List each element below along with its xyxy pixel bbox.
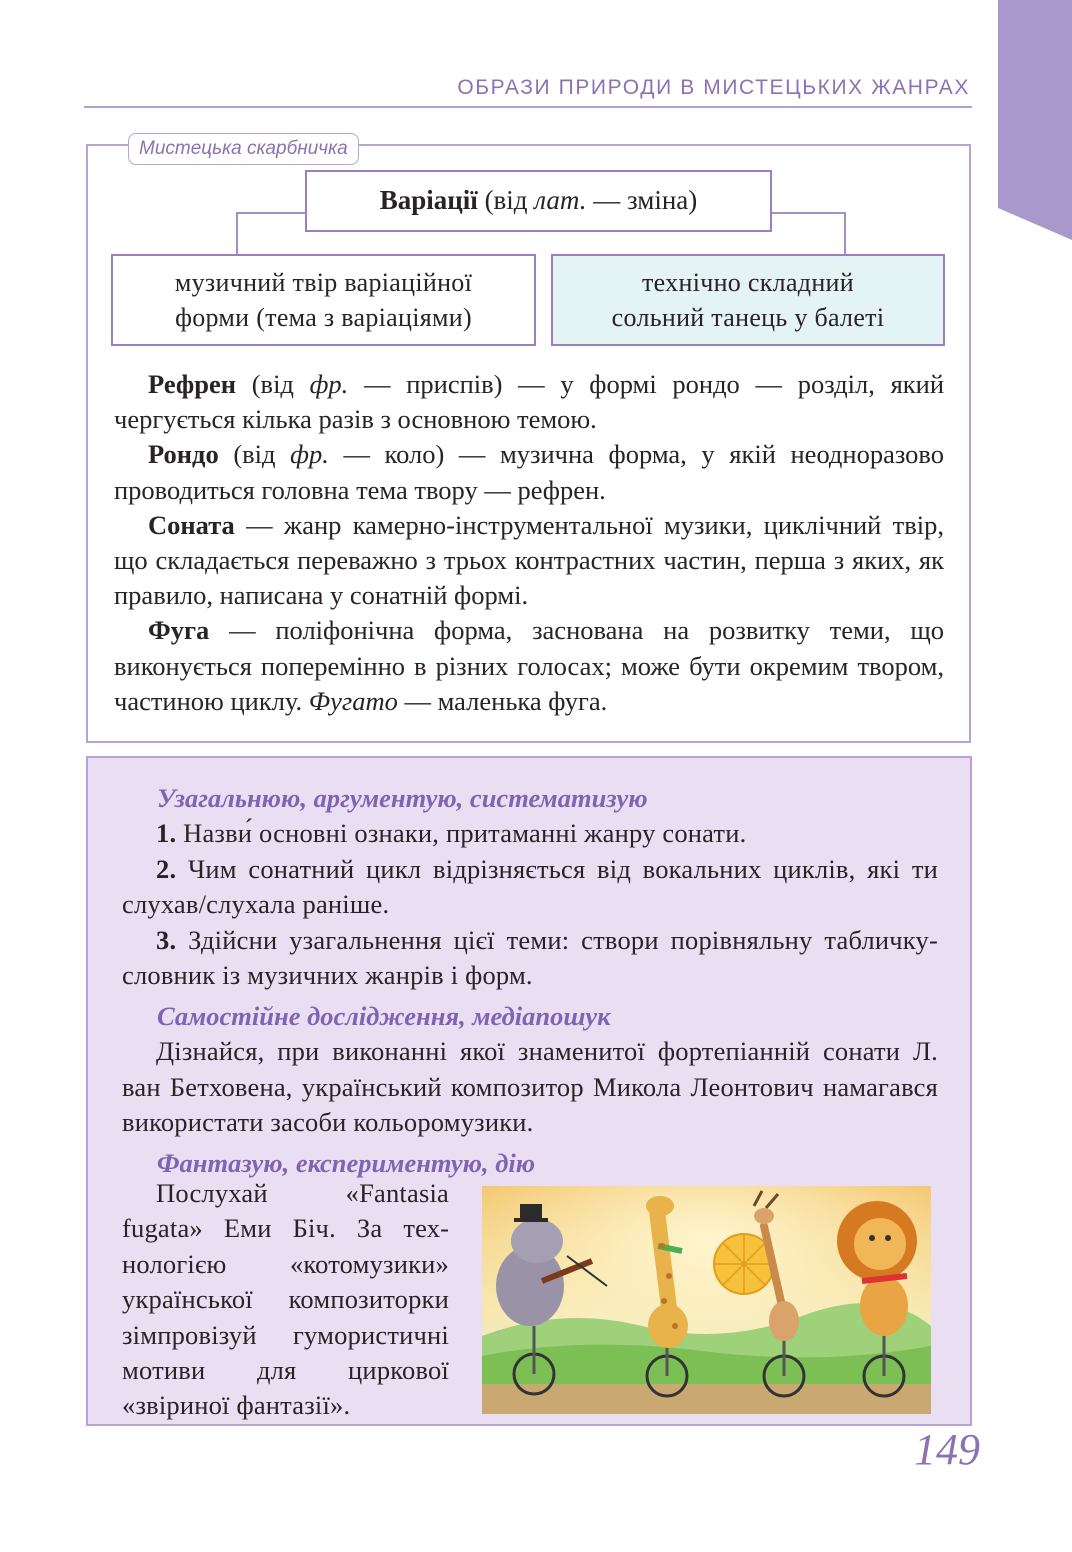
task-number: 3.: [156, 924, 177, 955]
task-number: 1.: [156, 818, 177, 848]
text: — жанр камерно-інструментальної музики, циклічний твір, що складається переважно з трьох контрастних частин, перша з яких, як правило, написана у сонатній формі.: [114, 509, 944, 611]
term: Рефрен: [148, 369, 237, 399]
variations-lang: лат.: [534, 185, 587, 215]
glossary: [114, 367, 944, 719]
term: Фуга: [148, 615, 210, 646]
text: (від: [236, 369, 310, 399]
page-number: 149: [914, 1425, 980, 1474]
research-text: Дізнайся, при виконанні якої знаменитої фортепіанній сонати Л. ван Бетховена, український композитор Микола Леонтович намагався використати засоби кольоромузики.: [122, 1035, 938, 1138]
lang: фр.: [309, 369, 349, 399]
text: — приспів) — у формі рондо — розділ, який чергується кілька разів з основною темою.: [114, 369, 944, 435]
variations-gloss: — зміна): [586, 185, 698, 215]
treasury-tag: Мистецька скарбничка: [128, 133, 359, 165]
task-text: Чим сонатний цикл відрізняється від вокальних циклів, які ти слухав/слухала раніше.: [122, 853, 938, 920]
running-header: [84, 74, 972, 108]
task-item: [122, 923, 938, 994]
glossary-entry-fugue: [114, 613, 944, 719]
variations-box: [305, 170, 772, 232]
definition-music-form: [111, 254, 536, 346]
fantasy-text: [122, 1176, 449, 1424]
text: (від: [218, 439, 291, 470]
task-text: Назви́ основні ознаки, притаманні жанру сонати.: [183, 818, 747, 848]
lang: фр.: [290, 439, 329, 470]
glossary-entry-rondo: [114, 437, 944, 507]
task-number: 2.: [156, 853, 177, 884]
task-text: Здійсни узагальнення цієї теми: створи порівняльну табличку-словник із музичних жанрів і форм.: [122, 924, 938, 991]
definition-line: сольний танець у балеті: [611, 303, 885, 332]
definition-ballet-dance: [551, 254, 945, 346]
definition-line: форми (тема з варіаціями): [175, 303, 472, 332]
tasks-content: [122, 780, 938, 1181]
section-heading: Узагальнюю, аргументую, систематизую: [157, 783, 648, 813]
task-item: [122, 852, 938, 923]
variations-open: (від: [477, 185, 535, 215]
task-item: [122, 816, 938, 852]
text: — маленька фуга.: [397, 685, 608, 716]
glossary-entry-refrain: [114, 367, 944, 437]
header-title: ОБРАЗИ ПРИРОДИ В МИСТЕЦЬКИХ ЖАНРАХ: [457, 76, 970, 99]
term: Рондо: [148, 439, 219, 470]
term-italic: Фугато: [308, 685, 398, 716]
section-heading: Фантазую, експериментую, дію: [157, 1147, 536, 1178]
text: — коло) — музична форма, у якій неодноразово проводиться головна тема твору — рефрен.: [114, 439, 945, 505]
definition-line: технічно складний: [642, 268, 854, 297]
text: — поліфонічна форма, заснована на розвитку теми, що виконується поперемінно в різних голосах; може бути окремим твором, частиною циклу.: [114, 615, 944, 716]
corner-tab: [998, 0, 1072, 240]
animals-on-unicycles-illustration: [482, 1186, 931, 1414]
glossary-entry-sonata: [114, 508, 944, 614]
definition-line: музичний твір варіаційної: [174, 268, 473, 297]
variations-term: Варіації: [379, 185, 478, 215]
section-heading: Самостійне дослідження, медіапошук: [157, 1000, 611, 1031]
term: Соната: [148, 509, 235, 540]
fantasy-paragraph: Послухай «Fantasia fugata» Еми Біч. За технологією «котомузики» української композиторки зімпровізуй гумористичні мотиви для циркової «звіриної фантазії».: [122, 1178, 449, 1421]
